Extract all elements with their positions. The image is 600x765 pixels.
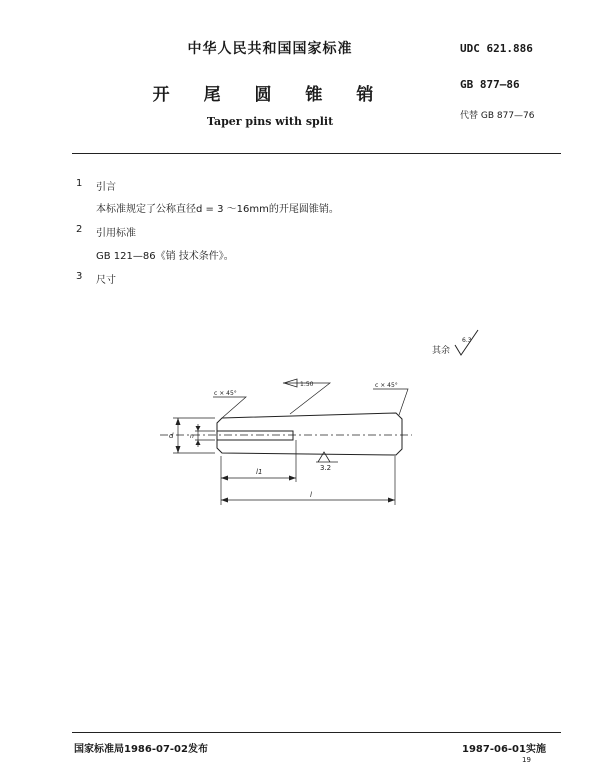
section-1-number: 1 xyxy=(76,178,83,189)
chamfer-right-label: c × 45° xyxy=(375,382,398,389)
finish-small-label: 3.2 xyxy=(320,464,332,472)
finish-mark xyxy=(318,452,330,462)
pin-outline xyxy=(217,413,402,455)
title-english: Taper pins with split xyxy=(206,115,334,128)
dimension-n-label: n xyxy=(190,433,194,440)
footer-rule xyxy=(72,732,561,733)
roughness-value: 6.3 xyxy=(462,337,472,344)
section-3-title: 尺寸 xyxy=(96,275,116,286)
dimension-d-label: d xyxy=(169,432,174,440)
section-1-title: 引言 xyxy=(96,182,116,193)
udc-number: UDC 621.886 xyxy=(460,42,533,55)
dimension-l1-label: l1 xyxy=(256,468,263,476)
dimension-l-label: l xyxy=(310,491,312,499)
pin-split xyxy=(217,431,293,440)
title-chinese: 开 尾 圆 锥 销 xyxy=(152,85,388,105)
standard-name: 中华人民共和国国家标准 xyxy=(187,41,353,57)
gb-number: GB 877—86 xyxy=(460,78,520,91)
taper-label: 1:50 xyxy=(300,381,314,388)
section-1-body: 本标准规定了公称直径d = 3 ～16mm的开尾圆锥销。 xyxy=(96,204,339,215)
chamfer-left-leader xyxy=(213,397,246,418)
section-2-title: 引用标准 xyxy=(96,228,136,239)
section-2-body: GB 121—86《销 技术条件》。 xyxy=(96,251,234,262)
chamfer-right-leader xyxy=(373,389,408,415)
supersedes-note: 代替 GB 877—76 xyxy=(460,111,535,121)
section-2-number: 2 xyxy=(76,224,83,235)
page-number: 19 xyxy=(522,756,531,764)
issue-date: 国家标准局1986-07-02发布 xyxy=(74,744,208,755)
chamfer-left-label: c × 45° xyxy=(214,390,237,397)
effective-date: 1987-06-01实施 xyxy=(462,744,546,755)
roughness-label: 其余 xyxy=(432,346,451,356)
section-3-number: 3 xyxy=(76,271,83,282)
